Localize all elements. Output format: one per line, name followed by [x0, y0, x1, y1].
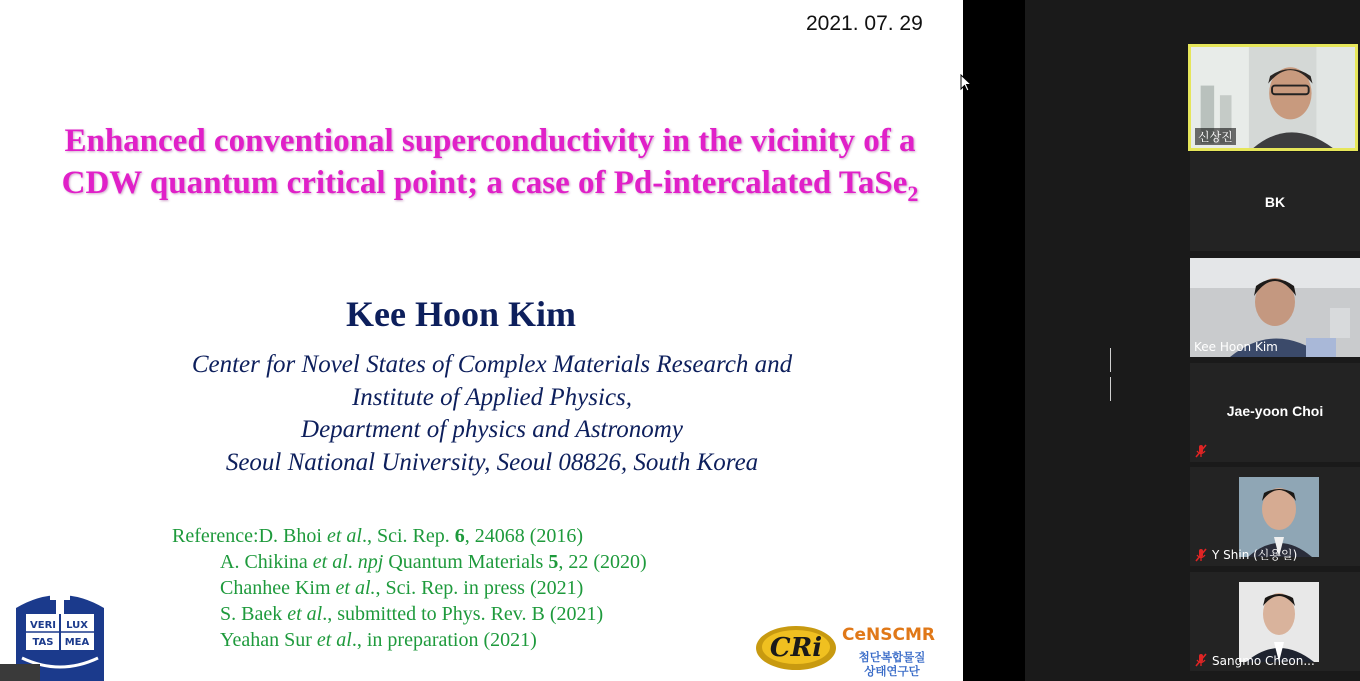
svg-text:LUX: LUX — [66, 620, 88, 631]
affiliation-line: Seoul National University, Seoul 08826, South Korea — [225, 448, 759, 476]
participant-tile[interactable] — [1190, 258, 1360, 357]
reference-line-1: Reference:D. Bhoi et al., Sci. Rep. 6, 24068 (2016) — [172, 525, 584, 547]
participant-name: 신상진 — [1195, 128, 1236, 145]
participant-tile[interactable] — [1190, 363, 1360, 462]
title-subscript: 2 — [907, 181, 919, 206]
participant-name: BK — [1264, 194, 1286, 210]
slide-date: 2021. 07. 29 — [806, 12, 923, 35]
mic-muted-icon — [1194, 444, 1208, 458]
svg-text:MEA: MEA — [64, 637, 90, 648]
reference-line-5: Yeahan Sur et al., in preparation (2021) — [220, 629, 537, 651]
svg-text:CeNSCMR: CeNSCMR — [842, 625, 935, 645]
reference-line-3: Chanhee Kim et al., Sci. Rep. in press (2021) — [220, 577, 584, 599]
censcmr-logo — [754, 620, 954, 681]
title-line-2: CDW quantum critical point; a case of Pd-intercalated TaSe$_2$ — [61, 165, 919, 206]
reference-line-2: A. Chikina et al. npj Quantum Materials 5, 22 (2020) — [220, 551, 647, 573]
participant-name: Y Shin (신용일) — [1212, 548, 1298, 562]
slide-title — [0, 120, 963, 215]
svg-text:CRi: CRi — [769, 633, 823, 663]
slide-affiliation — [0, 349, 963, 479]
participant-name: Jae-yoon Choi — [1226, 403, 1324, 419]
participant-name: Kee Hoon Kim — [1194, 340, 1278, 354]
affiliation-line: Institute of Applied Physics, — [351, 383, 633, 411]
participant-name: Sangmo Cheon... — [1212, 654, 1315, 668]
share-padding — [963, 0, 1025, 681]
mic-muted-icon — [1194, 548, 1208, 562]
mouse-cursor-icon — [960, 74, 972, 92]
hidden-label-chip — [0, 664, 40, 681]
affiliation-line: Center for Novel States of Complex Materials Research and — [191, 351, 793, 378]
resize-handle[interactable] — [1110, 348, 1114, 372]
mic-muted-icon — [1194, 653, 1208, 667]
participant-tile-active[interactable] — [1188, 44, 1358, 151]
title-line-1: Enhanced conventional superconductivity in the vicinity of a — [64, 123, 916, 159]
reference-line-4: S. Baek et al., submitted to Phys. Rev. B (2021) — [220, 603, 604, 625]
affiliation-line: Department of physics and Astronomy — [301, 416, 683, 443]
participant-tile[interactable] — [1190, 572, 1360, 671]
participant-tile[interactable] — [1190, 152, 1360, 251]
participant-tile[interactable] — [1190, 467, 1360, 566]
slide-references — [172, 523, 647, 653]
svg-text:상태연구단: 상태연구단 — [864, 664, 920, 678]
svg-text:TAS: TAS — [32, 637, 54, 648]
svg-text:VERI: VERI — [30, 620, 56, 631]
slide-author: Kee Hoon Kim — [346, 294, 576, 334]
svg-text:첨단복합물질: 첨단복합물질 — [858, 650, 926, 664]
